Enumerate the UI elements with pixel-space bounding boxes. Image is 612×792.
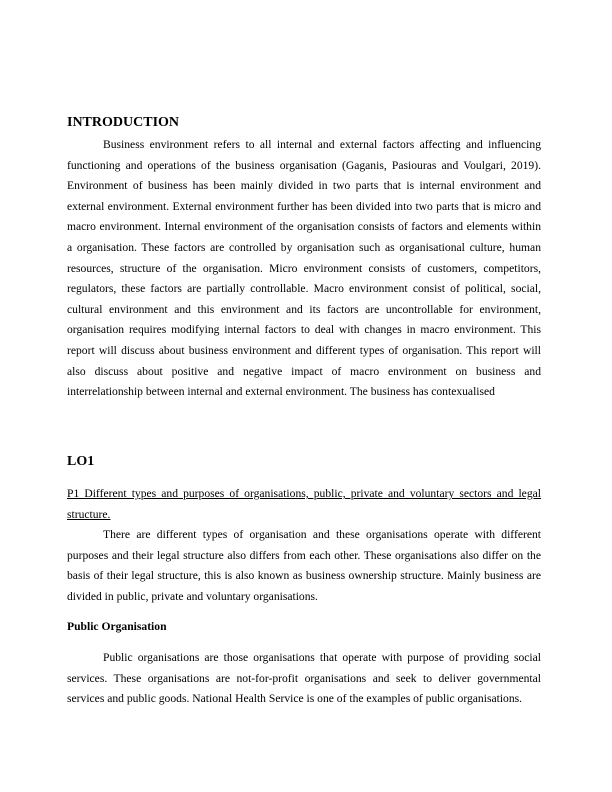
public-organisation-paragraph: Public organisations are those organisations that operate with purpose of providing social services. These organisations are not-for-profit organisations and seek to deliver governmental services and public goods. National Health Service is one of the examples of public organisations. — [67, 651, 541, 706]
introduction-heading: INTRODUCTION — [67, 115, 180, 130]
lo1-heading: LO1 — [67, 454, 95, 469]
p1-subheading: P1 Different types and purposes of organisations, public, private and voluntary sectors and legal structure. — [67, 487, 541, 521]
introduction-paragraph: Business environment refers to all internal and external factors affecting and influencing functioning and operations of the business organisation (Gaganis, Pasiouras and Voulgari, 2019). Environment of business has been mainly divided in two parts that is internal environment and external environment. External environment further has been divided into two parts that is micro and macro environment. Internal environment of the organisation consists of factors and elements within a organisation. These factors are controlled by organisation such as organisational culture, human resources, structure of the organisation. Micro environment consists of customers, competitors, regulators, these factors are partially controllable. Macro environment consist of political, social, cultural environment and this environment and its factors are uncontrollable for environment, organisation requires modifying internal factors to deal with changes in macro environment. This report will discuss about business environment and different types of organisation. This report will also discuss about positive and negative impact of macro environment on business and interrelationship between internal and external environment. The business has contexualised — [67, 138, 541, 399]
organisation-types-paragraph: There are different types of organisation and these organisations operate with different purposes and their legal structure also differs from each other. These organisations also differ on the basis of their legal structure, this is also known as business ownership structure. Mainly business are divided in public, private and voluntary organisations. — [67, 528, 541, 603]
public-organisation-heading: Public Organisation — [67, 620, 167, 633]
